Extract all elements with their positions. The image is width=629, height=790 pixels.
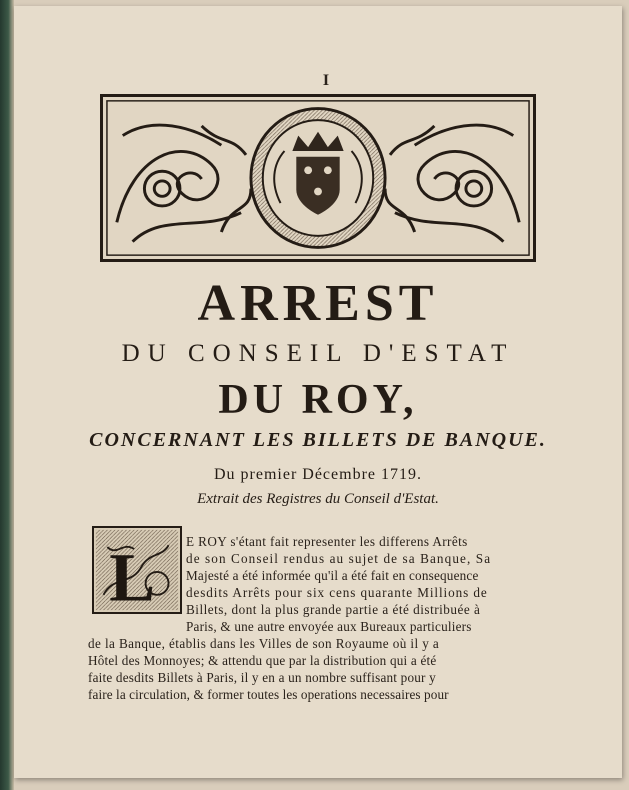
subject-heading: CONCERNANT LES BILLETS DE BANQUE. bbox=[89, 429, 547, 451]
body-line: E ROY s'étant fait representer les differens Arrêts bbox=[186, 534, 468, 549]
body-line: de son Conseil rendus au sujet de sa Banque, Sa bbox=[186, 551, 492, 566]
body-line: faire la circulation, & former toutes les operations necessaires pour bbox=[88, 687, 449, 702]
decorated-initial-l bbox=[92, 526, 182, 614]
registry-extract-line: Extrait des Registres du Conseil d'Estat. bbox=[197, 491, 439, 507]
headpiece-engraving bbox=[103, 97, 533, 259]
body-line: Billets, dont la plus grande partie a été distribuée à bbox=[186, 602, 481, 617]
page-number: I bbox=[322, 72, 330, 89]
body-line: Paris, & une autre envoyée aux Bureaux particuliers bbox=[186, 619, 472, 634]
body-line: faite desdits Billets à Paris, il y en a un nombre suffisant pour y bbox=[88, 670, 436, 685]
body-line: Hôtel des Monnoyes; & attendu que par la distribution qui a été bbox=[88, 653, 437, 668]
document-page bbox=[14, 6, 622, 778]
body-line: Majesté a été informée qu'il a été fait en consequence bbox=[186, 568, 479, 583]
body-line: desdits Arrêts pour six cens quarante Millions de bbox=[186, 585, 488, 600]
background-edge bbox=[0, 0, 14, 790]
drop-cap-letter: L bbox=[109, 539, 156, 612]
document-title: ARREST bbox=[197, 275, 439, 332]
body-line: de la Banque, établis dans les Villes de son Royaume où il y a bbox=[88, 636, 440, 651]
ornamental-headpiece-royal-arms bbox=[100, 94, 536, 262]
subtitle-roy: DU ROY, bbox=[218, 377, 418, 423]
subtitle-conseil: DU CONSEIL D'ESTAT bbox=[121, 340, 515, 367]
initial-engraving bbox=[94, 528, 180, 612]
document-date: Du premier Décembre 1719. bbox=[213, 466, 423, 483]
